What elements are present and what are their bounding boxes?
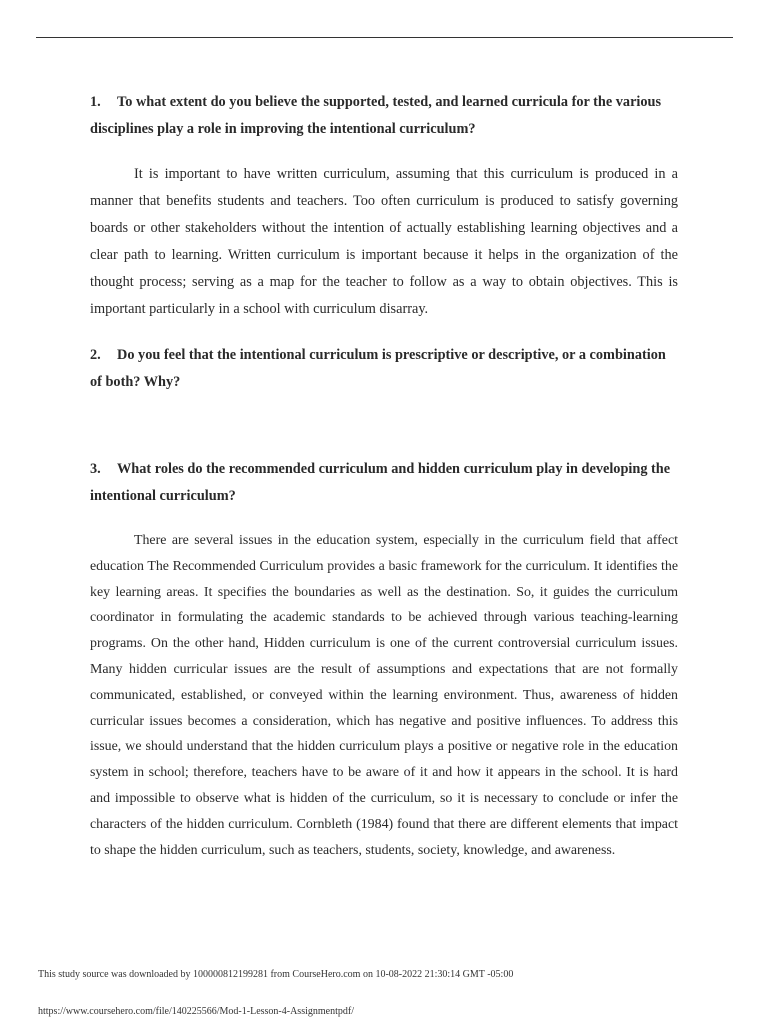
download-notice: This study source was downloaded by 100000812199281 from CourseHero.com on 10-08-2022 21:30:14 GMT -05:00	[38, 969, 514, 980]
question-3	[90, 456, 678, 509]
question-1	[90, 89, 678, 142]
answer-1: It is important to have written curriculum, assuming that this curriculum is produced in a manner that benefits students and teachers. Too often curriculum is produced to satisfy governing boards or other stakeholders without the intention of actually establishing learning objectives and a clear path to learning. Written curriculum is important because it helps in the organization of the thought process; serving as a map for the teacher to follow as a way to obtain objectives. This is important particularly in a school with curriculum disarray.	[90, 166, 678, 317]
question-2-text: Do you feel that the intentional curriculum is prescriptive or descriptive, or a combination of both? Why?	[90, 347, 666, 390]
question-3-text: What roles do the recommended curriculum and hidden curriculum play in developing the intentional curriculum?	[90, 461, 671, 504]
answer-3: There are several issues in the education system, especially in the curriculum field that affect education The Recommended Curriculum provides a basic framework for the curriculum. It identifies the key learning areas. It specifies the boundaries as well as the destination. So, it guides the curriculum coordinator in formulating the academic standards to be achieved through various teaching-learning programs. On the other hand, Hidden curriculum is one of the current controversial curriculum issues. Many hidden curricular issues are the result of assumptions and expectations that are not formally communicated, established, or conveyed within the learning environment. Thus, awareness of hidden curricular issues becomes a consideration, which has negative and positive influences. To address this issue, we should understand that the hidden curriculum plays a positive or negative role in the education system in school; therefore, teachers have to be aware of it and how it appears in the school. It is hard and impossible to observe what is hidden of the curriculum, so it is necessary to conclude or infer the characters of the hidden curriculum. Cornbleth (1984) found that there are different elements that impact to shape the hidden curriculum, such as teachers, students, society, knowledge, and awareness.	[90, 533, 678, 858]
question-2-number: 2.	[90, 347, 101, 363]
source-url-link[interactable]: https://www.coursehero.com/file/140225566/Mod-1-Lesson-4-Assignmentpdf/	[38, 1006, 354, 1017]
question-1-text: To what extent do you believe the supported, tested, and learned curricula for the various disciplines play a role in improving the intentional curriculum?	[90, 94, 662, 137]
question-1-number: 1.	[90, 94, 101, 110]
question-2	[90, 342, 678, 395]
document-body	[90, 89, 678, 863]
header-divider	[36, 37, 733, 38]
question-3-number: 3.	[90, 461, 101, 477]
